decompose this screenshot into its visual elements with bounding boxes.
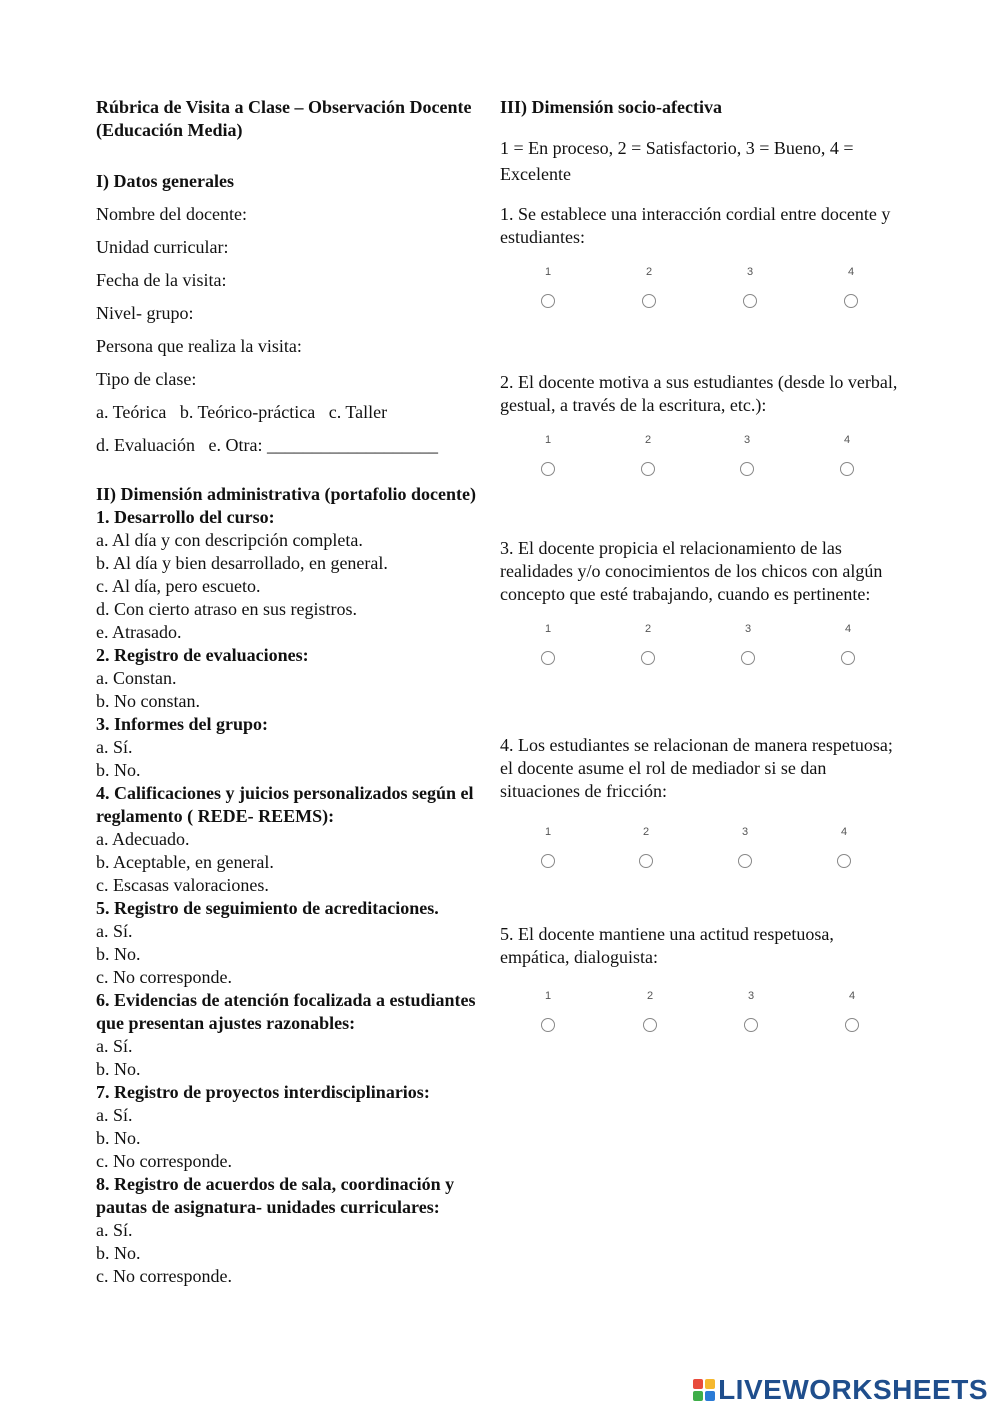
rating-label: 2 — [644, 623, 652, 635]
admin-option: c. No corresponde. — [96, 1266, 232, 1286]
admin-item-title: 3. Informes del grupo: — [96, 714, 268, 734]
radio-button[interactable] — [841, 651, 855, 665]
field-curricular-unit: Unidad curricular: — [96, 237, 229, 257]
radio-button[interactable] — [741, 651, 755, 665]
rating-option-4[interactable] — [832, 825, 856, 868]
question-text: 3. El docente propicia el relacionamiento de las realidades y/o conocimientos de los chicos con algún concepto que esté trabajando, cuando es pertinente: — [500, 538, 883, 604]
field-teacher-name: Nombre del docente: — [96, 204, 247, 224]
document-title: Rúbrica de Visita a Clase – Observación Docente (Educación Media) — [96, 97, 472, 140]
admin-option: c. Al día, pero escueto. — [96, 576, 261, 596]
admin-option: b. No constan. — [96, 691, 200, 711]
admin-item-title: 5. Registro de seguimiento de acreditaciones. — [96, 898, 439, 918]
admin-item-1 — [96, 506, 502, 644]
section-socioaffective-heading: III) Dimensión socio-afectiva — [500, 97, 722, 117]
rating-label: 1 — [544, 266, 552, 278]
rating-label: 4 — [847, 266, 855, 278]
liveworksheets-logo — [693, 1374, 988, 1406]
rating-label: 2 — [644, 434, 652, 446]
rating-option-4[interactable] — [835, 433, 859, 476]
admin-item-title: 6. Evidencias de atención focalizada a estudiantes que presentan ajustes razonables: — [96, 990, 476, 1033]
admin-item-5 — [96, 897, 502, 989]
question-text: 2. El docente motiva a sus estudiantes (desde lo verbal, gestual, a través de la escritura, etc.): — [500, 372, 898, 415]
rating-label: 1 — [544, 434, 552, 446]
admin-item-title: 1. Desarrollo del curso: — [96, 507, 275, 527]
rating-scale — [500, 433, 900, 493]
rating-scale — [500, 622, 900, 682]
admin-item-title: 7. Registro de proyectos interdisciplinarios: — [96, 1082, 430, 1102]
admin-item-8 — [96, 1173, 502, 1288]
rating-label: 4 — [844, 623, 852, 635]
rating-option-3[interactable] — [735, 433, 759, 476]
question-block-5 — [500, 923, 900, 1049]
question-block-4 — [500, 734, 900, 885]
admin-option: b. Al día y bien desarrollado, en general. — [96, 553, 388, 573]
admin-option: b. No. — [96, 1059, 141, 1079]
rating-label: 2 — [642, 826, 650, 838]
rating-option-1[interactable] — [536, 989, 560, 1032]
radio-button[interactable] — [641, 651, 655, 665]
field-class-type: Tipo de clase: — [96, 369, 197, 389]
admin-option: a. Sí. — [96, 1105, 133, 1125]
rating-label: 3 — [741, 826, 749, 838]
admin-option: b. No. — [96, 944, 141, 964]
rating-label: 1 — [544, 990, 552, 1002]
logo-square — [693, 1379, 703, 1389]
field-class-type-options-1: a. Teórica b. Teórico-práctica c. Taller — [96, 402, 388, 422]
radio-button[interactable] — [641, 462, 655, 476]
rating-option-2[interactable] — [634, 825, 658, 868]
admin-option: b. Aceptable, en general. — [96, 852, 274, 872]
rating-label: 2 — [646, 990, 654, 1002]
rating-option-1[interactable] — [536, 622, 560, 665]
admin-option: a. Sí. — [96, 1036, 133, 1056]
radio-button[interactable] — [541, 854, 555, 868]
logo-mark-icon — [693, 1379, 715, 1401]
logo-text: LIVEWORKSHEETS — [718, 1374, 988, 1405]
radio-button[interactable] — [744, 1018, 758, 1032]
admin-item-title: 8. Registro de acuerdos de sala, coordinación y pautas de asignatura- unidades curriculares: — [96, 1174, 455, 1217]
radio-button[interactable] — [639, 854, 653, 868]
logo-square — [705, 1391, 715, 1401]
radio-button[interactable] — [541, 1018, 555, 1032]
right-column — [500, 96, 900, 1049]
question-text: 5. El docente mantiene una actitud respetuosa, empática, dialoguista: — [500, 924, 834, 967]
rating-label: 2 — [645, 266, 653, 278]
admin-item-4 — [96, 782, 502, 897]
rating-option-2[interactable] — [636, 622, 660, 665]
question-text: 1. Se establece una interacción cordial entre docente y estudiantes: — [500, 204, 891, 247]
field-level-group: Nivel- grupo: — [96, 303, 194, 323]
rating-label: 4 — [840, 826, 848, 838]
admin-option: a. Sí. — [96, 921, 133, 941]
radio-button[interactable] — [541, 651, 555, 665]
radio-button[interactable] — [743, 294, 757, 308]
rating-option-4[interactable] — [840, 989, 864, 1032]
rating-label: 4 — [843, 434, 851, 446]
radio-button[interactable] — [840, 462, 854, 476]
question-text: 4. Los estudiantes se relacionan de manera respetuosa; el docente asume el rol de mediador si se dan situaciones de fricción: — [500, 735, 893, 801]
rating-label: 1 — [544, 826, 552, 838]
rating-option-3[interactable] — [738, 265, 762, 308]
radio-button[interactable] — [845, 1018, 859, 1032]
admin-item-title: 2. Registro de evaluaciones: — [96, 645, 309, 665]
admin-item-title: 4. Calificaciones y juicios personalizados según el reglamento ( REDE- REEMS): — [96, 783, 474, 826]
rating-option-1[interactable] — [536, 265, 560, 308]
radio-button[interactable] — [837, 854, 851, 868]
rating-option-4[interactable] — [836, 622, 860, 665]
rating-label: 3 — [747, 990, 755, 1002]
rating-option-1[interactable] — [536, 433, 560, 476]
radio-button[interactable] — [541, 462, 555, 476]
admin-option: b. No. — [96, 1243, 141, 1263]
radio-button[interactable] — [738, 854, 752, 868]
section-administrative-heading: II) Dimensión administrativa (portafolio docente) — [96, 484, 476, 504]
admin-option: d. Con cierto atraso en sus registros. — [96, 599, 357, 619]
rating-label: 1 — [544, 623, 552, 635]
admin-option: a. Al día y con descripción completa. — [96, 530, 363, 550]
admin-option: c. No corresponde. — [96, 1151, 232, 1171]
admin-option: a. Sí. — [96, 737, 133, 757]
question-block-2 — [500, 371, 900, 493]
logo-square — [693, 1391, 703, 1401]
question-block-3 — [500, 537, 900, 682]
admin-option: c. No corresponde. — [96, 967, 232, 987]
rating-label: 3 — [743, 434, 751, 446]
left-column — [96, 96, 502, 1288]
admin-option: a. Constan. — [96, 668, 177, 688]
admin-option: b. No. — [96, 760, 141, 780]
radio-button[interactable] — [541, 294, 555, 308]
admin-option: b. No. — [96, 1128, 141, 1148]
question-block-1 — [500, 203, 900, 325]
section-general-heading: I) Datos generales — [96, 171, 234, 191]
rating-option-2[interactable] — [638, 989, 662, 1032]
rating-option-3[interactable] — [739, 989, 763, 1032]
admin-option: a. Sí. — [96, 1220, 133, 1240]
rating-scale-legend: 1 = En proceso, 2 = Satisfactorio, 3 = Bueno, 4 = Excelente — [500, 138, 854, 184]
admin-item-7 — [96, 1081, 502, 1173]
rating-scale — [500, 825, 900, 885]
radio-button[interactable] — [642, 294, 656, 308]
rating-scale — [500, 989, 900, 1049]
field-visitor: Persona que realiza la visita: — [96, 336, 302, 356]
rating-option-3[interactable] — [733, 825, 757, 868]
rating-label: 3 — [744, 623, 752, 635]
rating-option-3[interactable] — [736, 622, 760, 665]
rating-option-2[interactable] — [636, 433, 660, 476]
admin-option: c. Escasas valoraciones. — [96, 875, 269, 895]
admin-option: e. Atrasado. — [96, 622, 182, 642]
logo-square — [705, 1379, 715, 1389]
rating-label: 4 — [848, 990, 856, 1002]
admin-item-2 — [96, 644, 502, 713]
field-visit-date: Fecha de la visita: — [96, 270, 227, 290]
admin-option: a. Adecuado. — [96, 829, 190, 849]
admin-item-6 — [96, 989, 502, 1081]
rating-label: 3 — [746, 266, 754, 278]
radio-button[interactable] — [740, 462, 754, 476]
field-class-type-options-2: d. Evaluación e. Otra: ___________________ — [96, 435, 438, 455]
rating-scale — [500, 265, 900, 325]
rating-option-2[interactable] — [637, 265, 661, 308]
admin-item-3 — [96, 713, 502, 782]
radio-button[interactable] — [844, 294, 858, 308]
radio-button[interactable] — [643, 1018, 657, 1032]
rating-option-4[interactable] — [839, 265, 863, 308]
rating-option-1[interactable] — [536, 825, 560, 868]
